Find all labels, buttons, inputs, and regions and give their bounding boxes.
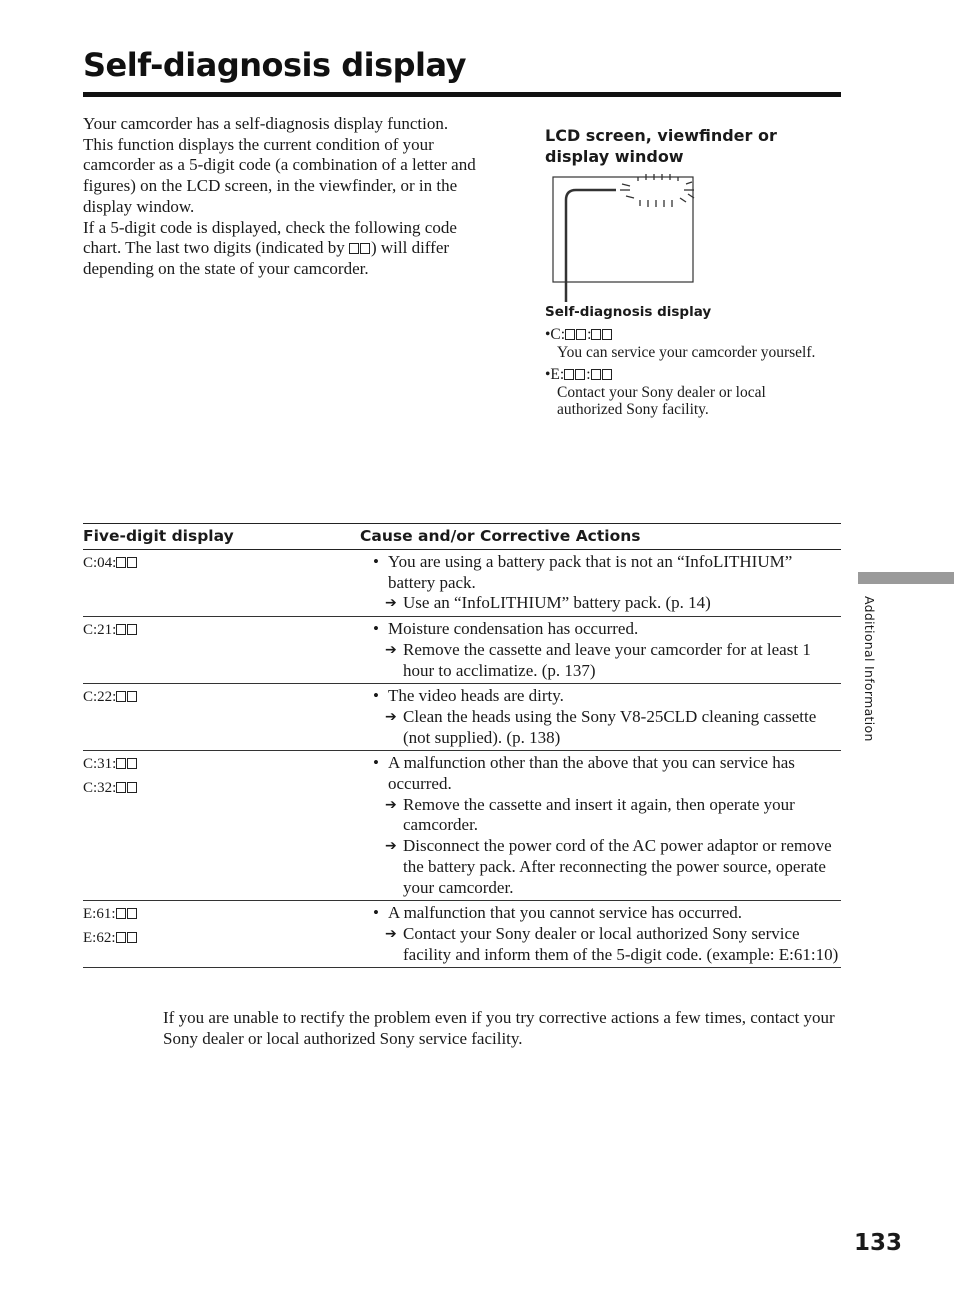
empty-box-icon bbox=[127, 758, 137, 769]
code-text: C:21: bbox=[83, 622, 117, 639]
code-text: C:04: bbox=[83, 555, 117, 571]
intro-paragraph-1: Your camcorder has a self-diagnosis display function. bbox=[83, 114, 449, 133]
cause-text: • A malfunction that you cannot service has occurred. bbox=[373, 903, 841, 924]
row-cause bbox=[373, 901, 841, 967]
empty-box-icon bbox=[602, 369, 612, 380]
action-text: Disconnect the power cord of the AC power adaptor or remove the battery pack. After reconnecting the power source, operate your camcorder. bbox=[403, 836, 832, 897]
action-text: Remove the cassette and leave your camcorder for at least 1 hour to acclimatize. (p. 137) bbox=[403, 639, 811, 680]
row-codes bbox=[83, 904, 138, 952]
empty-box-icon bbox=[127, 782, 137, 793]
arrow-right-icon: ➔ bbox=[385, 708, 397, 725]
action-item bbox=[373, 640, 841, 681]
empty-box-icon bbox=[116, 758, 126, 769]
page-title: Self-diagnosis display bbox=[83, 46, 466, 84]
code-e-prefix: •E: bbox=[545, 366, 565, 383]
table-row bbox=[83, 684, 841, 751]
empty-box-icon bbox=[116, 557, 126, 568]
code-text: E:61: bbox=[83, 906, 116, 923]
row-cause bbox=[373, 751, 841, 900]
header-five-digit: Five-digit display bbox=[83, 527, 234, 545]
code-cell bbox=[83, 687, 138, 711]
code-e-line bbox=[545, 365, 835, 384]
lcd-screen-illustration bbox=[540, 170, 710, 305]
empty-box-icon bbox=[349, 243, 359, 254]
code-c-prefix: •C: bbox=[545, 326, 566, 343]
row-cause bbox=[373, 684, 841, 750]
arrow-right-icon: ➔ bbox=[385, 925, 397, 942]
empty-box-icon bbox=[127, 691, 137, 702]
title-rule bbox=[83, 92, 841, 97]
action-text: Contact your Sony dealer or local authorized Sony service facility and inform them of the 5-digit code. (example: E:61:10) bbox=[403, 923, 839, 964]
table-row bbox=[83, 901, 841, 968]
code-e-description: Contact your Sony dealer or local authorized Sony facility. bbox=[557, 384, 766, 418]
empty-box-icon bbox=[565, 329, 575, 340]
code-separator: : bbox=[586, 366, 591, 383]
code-cell bbox=[83, 904, 138, 928]
cause-text: • The video heads are dirty. bbox=[373, 686, 841, 707]
empty-box-icon bbox=[127, 557, 137, 568]
section-label: Additional Information bbox=[862, 596, 877, 742]
code-legend bbox=[545, 325, 835, 422]
empty-box-icon bbox=[116, 624, 126, 635]
intro-paragraph-2: This function displays the current condition of your camcorder as a 5-digit code (a combination of a letter and figures) on the LCD screen, in the viewfinder, or in the display window. bbox=[83, 134, 476, 216]
action-item bbox=[373, 795, 841, 836]
lcd-caption: Self-diagnosis display bbox=[545, 304, 712, 320]
arrow-right-icon: ➔ bbox=[385, 838, 397, 855]
cause-text: • Moisture condensation has occurred. bbox=[373, 619, 841, 640]
empty-box-icon bbox=[576, 329, 586, 340]
code-table bbox=[83, 523, 841, 968]
empty-box-icon bbox=[591, 329, 601, 340]
arrow-right-icon: ➔ bbox=[385, 796, 397, 813]
empty-box-icon bbox=[127, 624, 137, 635]
cause-text: • A malfunction other than the above that you can service has occurred. bbox=[373, 753, 841, 794]
empty-box-icon bbox=[116, 782, 126, 793]
code-text: E:62: bbox=[83, 930, 116, 947]
empty-box-icon bbox=[116, 932, 126, 943]
table-row bbox=[83, 617, 841, 684]
action-item bbox=[373, 924, 841, 965]
arrow-right-icon: ➔ bbox=[385, 641, 397, 658]
intro-p3-end: ) will differ depending on the state of your camcorder. bbox=[83, 238, 450, 278]
page-number: 133 bbox=[854, 1230, 903, 1256]
empty-box-icon bbox=[602, 329, 612, 340]
action-text: Clean the heads using the Sony V8-25CLD cleaning cassette (not supplied). (p. 138) bbox=[403, 706, 817, 747]
row-cause bbox=[373, 617, 841, 683]
intro-text bbox=[83, 114, 483, 280]
action-item bbox=[373, 836, 841, 898]
empty-box-icon bbox=[591, 369, 601, 380]
row-codes bbox=[83, 687, 138, 711]
empty-box-icon bbox=[127, 908, 137, 919]
code-cell bbox=[83, 778, 138, 802]
row-codes bbox=[83, 620, 138, 644]
intro-paragraph-3 bbox=[83, 218, 483, 280]
empty-box-icon bbox=[127, 932, 137, 943]
code-text: C:31: bbox=[83, 756, 117, 773]
table-row bbox=[83, 550, 841, 617]
row-cause bbox=[373, 550, 841, 616]
code-cell bbox=[83, 928, 138, 952]
code-text: C:32: bbox=[83, 780, 117, 797]
code-c-description: You can service your camcorder yourself. bbox=[557, 344, 816, 361]
action-text: Use an “InfoLITHIUM” battery pack. (p. 14) bbox=[403, 593, 711, 613]
empty-box-icon bbox=[116, 908, 126, 919]
code-text: C:22: bbox=[83, 689, 117, 706]
empty-box-icon bbox=[564, 369, 574, 380]
empty-box-icon bbox=[575, 369, 585, 380]
code-cell bbox=[83, 553, 138, 577]
lcd-screen-frame bbox=[553, 177, 693, 282]
row-codes bbox=[83, 553, 138, 577]
arrow-right-icon: ➔ bbox=[385, 595, 397, 612]
section-tab-marker bbox=[858, 572, 954, 584]
footer-note: If you are unable to rectify the problem even if you try corrective actions a few times, contact your Sony dealer or local authorized Sony service facility. bbox=[163, 1008, 835, 1048]
code-c-line bbox=[545, 325, 835, 344]
empty-box-icon bbox=[360, 243, 370, 254]
code-cell bbox=[83, 754, 138, 778]
action-item bbox=[373, 593, 841, 614]
table-row bbox=[83, 751, 841, 901]
intro-p3-start: If a 5-digit code is displayed, check the following code chart. The last two digits (indicated by bbox=[83, 217, 457, 258]
table-header bbox=[83, 523, 841, 550]
code-separator: : bbox=[587, 326, 592, 343]
action-text: Remove the cassette and insert it again, then operate your camcorder. bbox=[403, 794, 795, 835]
header-cause: Cause and/or Corrective Actions bbox=[360, 527, 641, 545]
lcd-heading: LCD screen, viewfinder or display window bbox=[545, 126, 777, 166]
empty-box-icon bbox=[116, 691, 126, 702]
action-item bbox=[373, 707, 841, 748]
cause-text: • You are using a battery pack that is not an “InfoLITHIUM” battery pack. bbox=[373, 552, 841, 593]
row-codes bbox=[83, 754, 138, 802]
code-cell bbox=[83, 620, 138, 644]
